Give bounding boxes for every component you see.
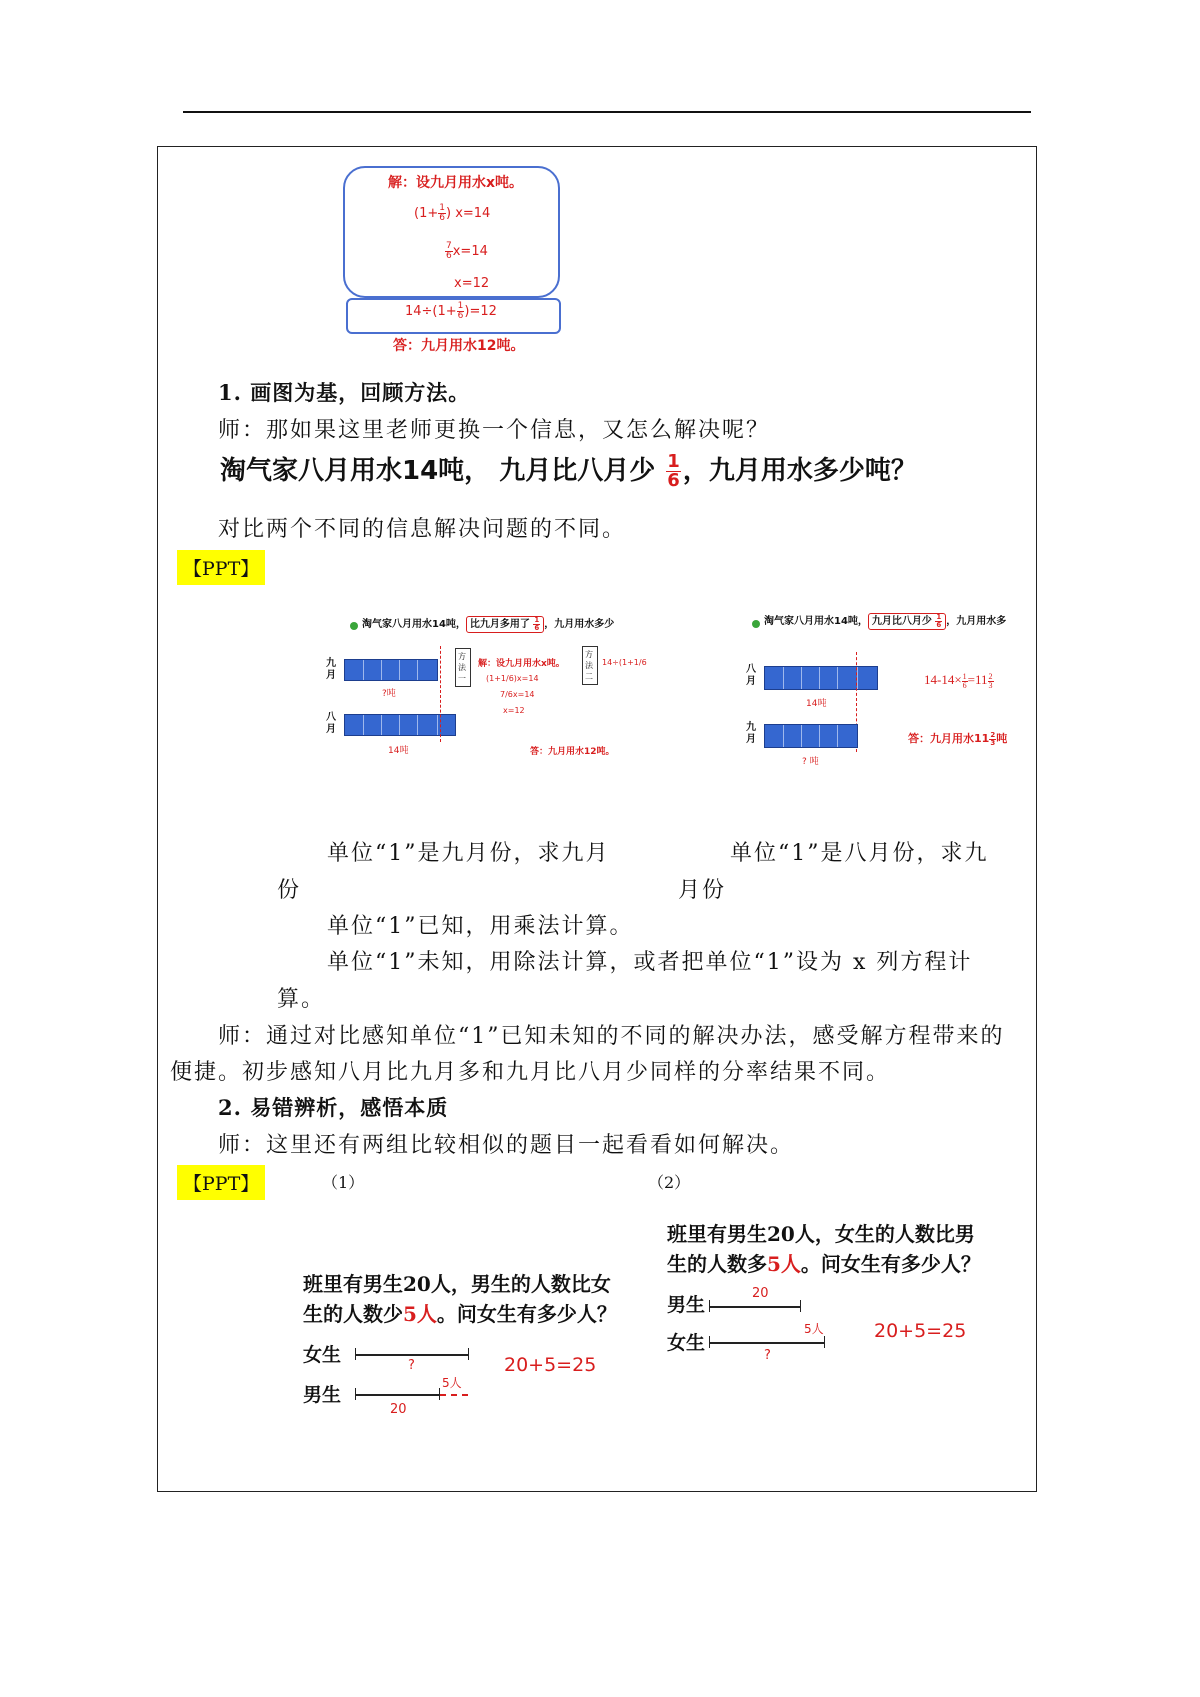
note-known: 单位“1”已知，用乘法计算。: [327, 914, 634, 939]
tick: [800, 1300, 801, 1312]
tick: [709, 1336, 710, 1348]
slide-left-label-aug: 八月: [326, 712, 336, 735]
section2-label1: （1）: [322, 1173, 365, 1192]
problem1-girls-bar: [355, 1354, 469, 1356]
slide-left-bar-sep: [344, 659, 438, 681]
slide-left-method1: 方法一: [455, 648, 471, 687]
note-left-line2: 份: [277, 878, 302, 903]
ppt-tag-1: 【PPT】: [177, 550, 265, 585]
problem1-line2: 生的人数少5人。问女生有多少人？: [303, 1302, 617, 1326]
tick: [468, 1348, 469, 1360]
problem1-base: 20: [390, 1402, 407, 1417]
solution-eq1: (1+ $\frac{1}{6}$ ) x=14: [414, 203, 491, 223]
problem1-line1: 班里有男生20人，男生的人数比女: [303, 1272, 611, 1296]
problem1-girls-label: 女生: [303, 1344, 342, 1366]
slide-right-answer: 答：九月用水11 $\frac{2}{3}$ 吨: [908, 730, 1008, 747]
slide-left-dashed: [440, 646, 441, 742]
problem2-q: ?: [764, 1348, 771, 1363]
slide-right-bar-sep: [764, 724, 858, 748]
slide-left-sol-eq2: 7/6x=14: [500, 690, 535, 699]
ppt-tag-2: 【PPT】: [177, 1165, 265, 1200]
problem2-girls-bar: [709, 1342, 825, 1344]
problem2-diff: 5人: [804, 1322, 824, 1336]
solution-title: 解：设九月用水x吨。: [388, 175, 524, 191]
slide-right: [740, 602, 1030, 772]
problem1-calc: 20+5=25: [504, 1354, 597, 1376]
problem2-base: 20: [752, 1286, 769, 1301]
slide-left-q-label: ?吨: [382, 689, 396, 699]
slide-left-val-label: 14吨: [388, 746, 409, 756]
slide-right-problem: 淘气家八月用水14吨， 九月比八月少 $\frac{1}{6}$ ，九月用水多: [764, 612, 1007, 629]
problem1-boys-bar: [355, 1394, 439, 1396]
note-teacher-line2: 便捷。初步感知八月比九月多和九月比八月少同样的分率结果不同。: [170, 1060, 891, 1085]
note-teacher-line1: 师：通过对比感知单位“1”已知未知的不同的解决办法，感受解方程带来的: [218, 1024, 1005, 1049]
tick: [355, 1388, 356, 1400]
note-unknown-line2: 算。: [277, 987, 326, 1012]
section1-compare-line: 对比两个不同的信息解决问题的不同。: [218, 517, 627, 542]
slide-left-sol-title: 解：设九月用水x吨。: [478, 659, 565, 669]
note-left-line1: 单位“1”是九月份，求九月: [327, 841, 610, 866]
problem2-girls-label: 女生: [667, 1332, 706, 1354]
slide-left-answer: 答：九月用水12吨。: [530, 747, 615, 757]
section2-label2: （2）: [648, 1173, 691, 1192]
problem2-boys-label: 男生: [667, 1294, 706, 1316]
slide-left-label-sep: 九月: [326, 658, 336, 681]
section2-heading: 2. 易错辨析，感悟本质: [218, 1095, 449, 1120]
problem1-diff-dash: [440, 1394, 468, 1396]
note-unknown-line1: 单位“1”未知，用除法计算，或者把单位“1”设为 x 列方程计: [327, 950, 973, 975]
problem2-line2: 生的人数多5人。问女生有多少人？: [667, 1252, 981, 1276]
problem2-line1: 班里有男生20人，女生的人数比男: [667, 1222, 975, 1246]
problem2: [664, 1218, 994, 1398]
slide-right-bar-aug: [764, 666, 878, 690]
problem1: [300, 1268, 617, 1438]
slide-right-q-label: ? 吨: [802, 757, 819, 767]
section1-teacher-line: 师：那如果这里老师更换一个信息，又怎么解决呢？: [218, 418, 771, 443]
slide-right-label-aug: 八月: [746, 664, 756, 687]
problem1-q: ?: [408, 1358, 415, 1373]
solution-eq2: $\frac{7}{6}$ x=14: [446, 241, 488, 261]
section1-heading: 1. 画图为基，回顾方法。: [218, 380, 471, 405]
problem1-diff: 5人: [442, 1376, 462, 1390]
section1-question: 淘气家八月用水14吨， 九月比八月少 $\frac{1}{6}$ ，九月用水多少吨？: [220, 451, 917, 491]
bullet-dot: [752, 620, 760, 628]
slide-left: [320, 602, 650, 772]
note-right-line2: 月份: [678, 878, 727, 903]
header-rule: [183, 111, 1031, 113]
problem2-boys-bar: [709, 1306, 801, 1308]
solution-eq3: x=12: [454, 276, 490, 291]
note-right-line1: 单位“1”是八月份，求九: [730, 841, 989, 866]
section2-teacher-line: 师：这里还有两组比较相似的题目一起看看如何解决。: [218, 1133, 795, 1158]
slide-left-method2: 方法二: [582, 646, 598, 685]
tick: [355, 1348, 356, 1360]
slide-left-problem: 淘气家八月用水14吨， 比九月多用了 $\frac{1}{6}$ ，九月用水多少: [362, 615, 615, 632]
solution-answer: 答：九月用水12吨。: [393, 338, 525, 354]
problem1-boys-label: 男生: [303, 1384, 342, 1406]
tick: [709, 1300, 710, 1312]
bullet-dot: [350, 622, 358, 630]
problem2-calc: 20+5=25: [874, 1320, 967, 1342]
slide-right-label-sep: 九月: [746, 722, 756, 745]
slide-right-val-label: 14吨: [806, 699, 827, 709]
slide-left-sol-eq3: x=12: [503, 706, 525, 715]
slide-left-alt: 14÷(1+1/6: [602, 658, 647, 667]
alt-method-eq: 14÷(1+ $\frac{1}{6}$ )=12: [405, 301, 497, 321]
tick: [824, 1336, 825, 1348]
slide-right-calc: 14-14× $\frac{1}{6}$ =11 $\frac{2}{3}$: [924, 671, 993, 690]
slide-left-sol-eq1: (1+1/6)x=14: [486, 674, 539, 683]
